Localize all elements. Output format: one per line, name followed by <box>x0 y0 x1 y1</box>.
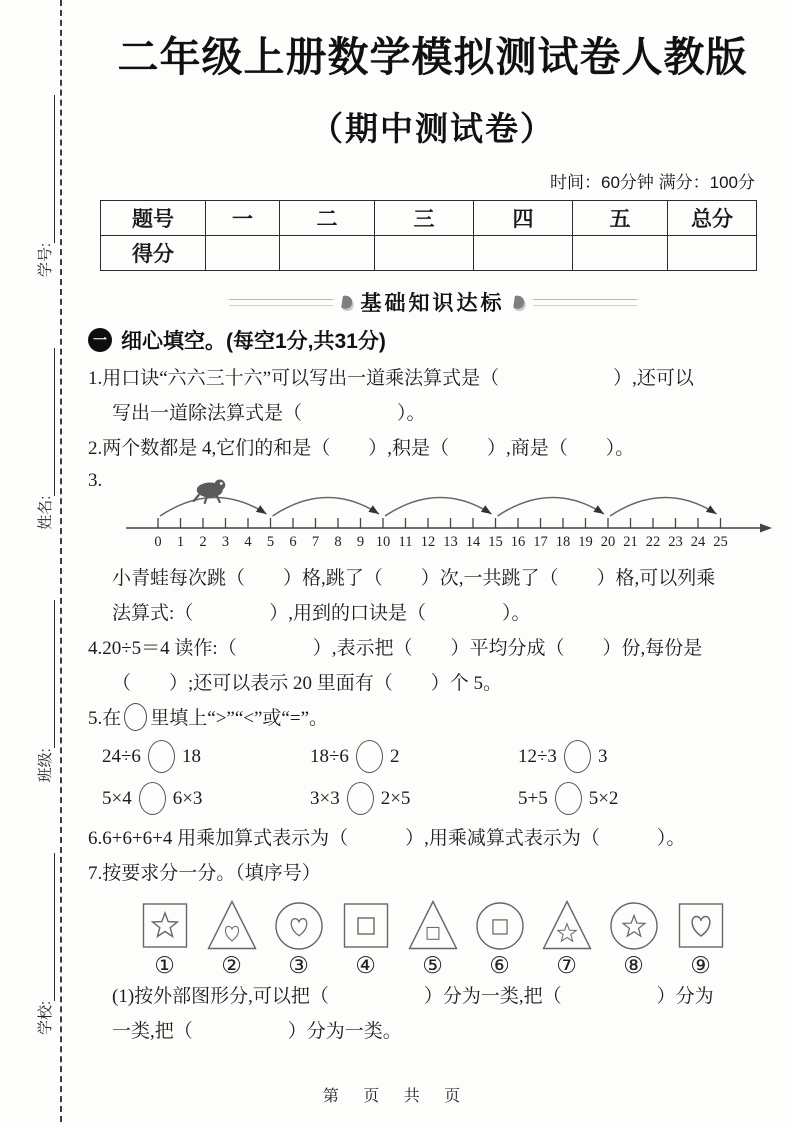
comparison-item-3 <box>518 740 777 773</box>
paper-content <box>88 0 777 1049</box>
seal-cut-line <box>60 0 62 1122</box>
comparison-right: 18 <box>181 745 201 767</box>
shape-item-9 <box>675 899 727 979</box>
school-field <box>34 853 55 1035</box>
banner-rule-left <box>229 299 333 306</box>
comparison-grid <box>102 740 777 815</box>
shape-item-4 <box>340 899 392 979</box>
question-5-intro <box>88 701 777 736</box>
svg-text:7: 7 <box>311 534 320 550</box>
question-3-line-1: 小青蛙每次跳（ ）格,跳了（ ）次,一共跳了（ ）格,可以列乘 <box>112 568 716 589</box>
score-col-3: 三 <box>375 201 474 236</box>
time-score-meta: 时间：60分钟 满分：100分 <box>550 173 755 192</box>
comparison-item-5 <box>310 782 518 815</box>
svg-text:20: 20 <box>600 534 616 550</box>
svg-text:1: 1 <box>176 534 185 550</box>
svg-text:5: 5 <box>266 534 275 550</box>
comparison-right: 6×3 <box>172 787 203 809</box>
svg-text:8: 8 <box>334 534 342 550</box>
page-footer: 第 页 共 页 <box>322 1088 471 1105</box>
svg-text:12: 12 <box>420 534 436 550</box>
shape-number-label: ③ <box>288 953 309 978</box>
blank-circle-icon <box>564 740 591 773</box>
question-5-post: 里填上“>”“<”或“=”。 <box>150 708 329 729</box>
number-line <box>122 468 774 556</box>
banner-rule-right <box>533 299 637 306</box>
score-col-4: 四 <box>474 201 573 236</box>
paper-title: 二年级上册数学模拟测试卷人教版 <box>117 34 748 80</box>
svg-text:22: 22 <box>645 534 661 550</box>
svg-text:9: 9 <box>356 534 365 550</box>
svg-text:15: 15 <box>488 534 503 550</box>
class-field <box>34 600 55 782</box>
score-value-row <box>101 236 757 271</box>
triangle-heart-icon <box>206 899 258 952</box>
square-square-icon <box>340 899 392 952</box>
section-banner-title: 基础知识达标 <box>360 292 505 315</box>
svg-text:21: 21 <box>623 534 638 550</box>
svg-text:14: 14 <box>465 534 481 550</box>
shape-item-2 <box>206 899 258 979</box>
comparison-right: 2 <box>389 745 400 767</box>
square-star-icon <box>139 899 191 952</box>
shape-item-3 <box>273 899 325 979</box>
name-field <box>34 348 55 530</box>
question-1-line-2: 写出一道除法算式是（ ）。 <box>112 403 426 424</box>
svg-text:6: 6 <box>289 534 297 550</box>
comparison-right: 2×5 <box>380 787 411 809</box>
shape-number-label: ⑨ <box>690 953 711 978</box>
question-5-pre: 5.在 <box>88 708 122 729</box>
comparison-right: 5×2 <box>588 787 619 809</box>
score-header-label: 题号 <box>101 201 206 236</box>
svg-text:13: 13 <box>443 534 458 550</box>
blank-circle-icon <box>148 740 175 773</box>
svg-text:4: 4 <box>244 534 252 550</box>
shape-number-label: ⑦ <box>556 953 577 978</box>
comparison-item-2 <box>310 740 518 773</box>
question-3-number: 3. <box>88 470 103 491</box>
svg-text:11: 11 <box>398 534 413 550</box>
shape-item-7 <box>541 899 593 979</box>
comparison-right: 3 <box>597 745 608 767</box>
question-1-line-1: 1.用口诀“六六三十六”可以写出一道乘法算式是（ ）,还可以 <box>88 368 694 389</box>
question-7: 7.按要求分一分。（填序号） <box>88 863 321 884</box>
student-info-sidebar <box>21 65 55 1065</box>
class-blank-line <box>39 600 55 748</box>
score-blank-cell <box>668 236 757 271</box>
svg-text:24: 24 <box>690 534 706 550</box>
circle-star-icon <box>608 899 660 952</box>
comparison-left: 5+5 <box>518 787 548 809</box>
comparison-left: 24÷6 <box>102 745 141 767</box>
question-2: 2.两个数都是 4,它们的和是（ ）,积是（ ）,商是（ ）。 <box>88 438 635 459</box>
shape-number-label: ⑤ <box>422 953 443 978</box>
part-one-heading <box>88 325 777 355</box>
score-col-2: 二 <box>280 201 375 236</box>
score-blank-cell <box>375 236 474 271</box>
shape-number-label: ① <box>154 953 175 978</box>
shape-number-label: ⑧ <box>623 953 644 978</box>
part-number-badge: 一 <box>88 328 112 352</box>
name-label: 姓名: <box>37 495 54 530</box>
shape-item-5 <box>407 899 459 979</box>
comparison-left: 3×3 <box>310 787 340 809</box>
svg-text:19: 19 <box>578 534 593 550</box>
question-7-sub1-line-2: 一类,把（ ）分为一类。 <box>112 1021 402 1042</box>
shape-number-label: ④ <box>355 953 376 978</box>
school-label: 学校: <box>37 1000 54 1035</box>
paper-subtitle: （期中测试卷） <box>310 110 555 147</box>
question-3-figure-row <box>88 468 777 561</box>
school-blank-line <box>39 853 55 1001</box>
blank-circle-icon <box>555 782 582 815</box>
shape-item-8 <box>608 899 660 979</box>
shapes-figure-row <box>88 899 777 979</box>
comparison-left: 12÷3 <box>518 745 557 767</box>
comparison-item-6 <box>518 782 777 815</box>
question-3-line-2: 法算式:（ ）,用到的口诀是（ ）。 <box>112 603 531 624</box>
class-label: 班级: <box>37 748 54 783</box>
score-header-row <box>101 201 757 236</box>
svg-text:2: 2 <box>199 534 207 550</box>
circle-heart-icon <box>273 899 325 952</box>
comparison-item-1 <box>102 740 310 773</box>
shape-number-label: ⑥ <box>489 953 510 978</box>
student-number-label: 学号: <box>37 243 54 278</box>
circle-square-icon <box>474 899 526 952</box>
part-title: 细心填空。(每空1分,共31分) <box>121 330 386 353</box>
question-4-line-2: （ ）;还可以表示 20 里面有（ ）个 5。 <box>112 673 503 694</box>
shape-item-1 <box>139 899 191 979</box>
score-col-total: 总分 <box>668 201 757 236</box>
score-blank-cell <box>474 236 573 271</box>
blank-circle-icon <box>347 782 374 815</box>
svg-text:10: 10 <box>375 534 391 550</box>
student-number-field <box>34 95 55 277</box>
comparison-left: 5×4 <box>102 787 132 809</box>
svg-text:0: 0 <box>154 534 162 550</box>
ornament-icon <box>513 295 525 309</box>
score-blank-cell <box>280 236 375 271</box>
question-7-sub1-line-1: (1)按外部图形分,可以把（ ）分为一类,把（ ）分为 <box>112 986 714 1007</box>
question-6: 6.6+6+6+4 用乘加算式表示为（ ）,用乘减算式表示为（ ）。 <box>88 828 686 849</box>
student-number-blank-line <box>39 95 55 243</box>
score-row-label: 得分 <box>101 236 206 271</box>
score-blank-cell <box>573 236 668 271</box>
triangle-square-icon <box>407 899 459 952</box>
ornament-icon <box>341 295 353 309</box>
name-blank-line <box>39 348 55 496</box>
square-heart-icon <box>675 899 727 952</box>
shape-item-6 <box>474 899 526 979</box>
triangle-star-icon <box>541 899 593 952</box>
blank-circle-icon <box>139 782 166 815</box>
blank-circle-icon <box>356 740 383 773</box>
score-table <box>100 200 757 271</box>
blank-circle-icon <box>124 703 147 731</box>
score-col-1: 一 <box>206 201 280 236</box>
svg-text:17: 17 <box>533 534 548 550</box>
svg-text:25: 25 <box>713 534 728 550</box>
number-line-figure <box>122 468 774 561</box>
shape-number-label: ② <box>221 953 242 978</box>
svg-text:23: 23 <box>668 534 683 550</box>
svg-text:16: 16 <box>510 534 526 550</box>
comparison-item-4 <box>102 782 310 815</box>
score-blank-cell <box>206 236 280 271</box>
question-4-line-1: 4.20÷5＝4 读作:（ ）,表示把（ ）平均分成（ ）份,每份是 <box>88 638 703 659</box>
svg-text:18: 18 <box>555 534 571 550</box>
comparison-left: 18÷6 <box>310 745 349 767</box>
svg-text:3: 3 <box>221 534 230 550</box>
score-col-5: 五 <box>573 201 668 236</box>
section-banner <box>88 287 777 317</box>
